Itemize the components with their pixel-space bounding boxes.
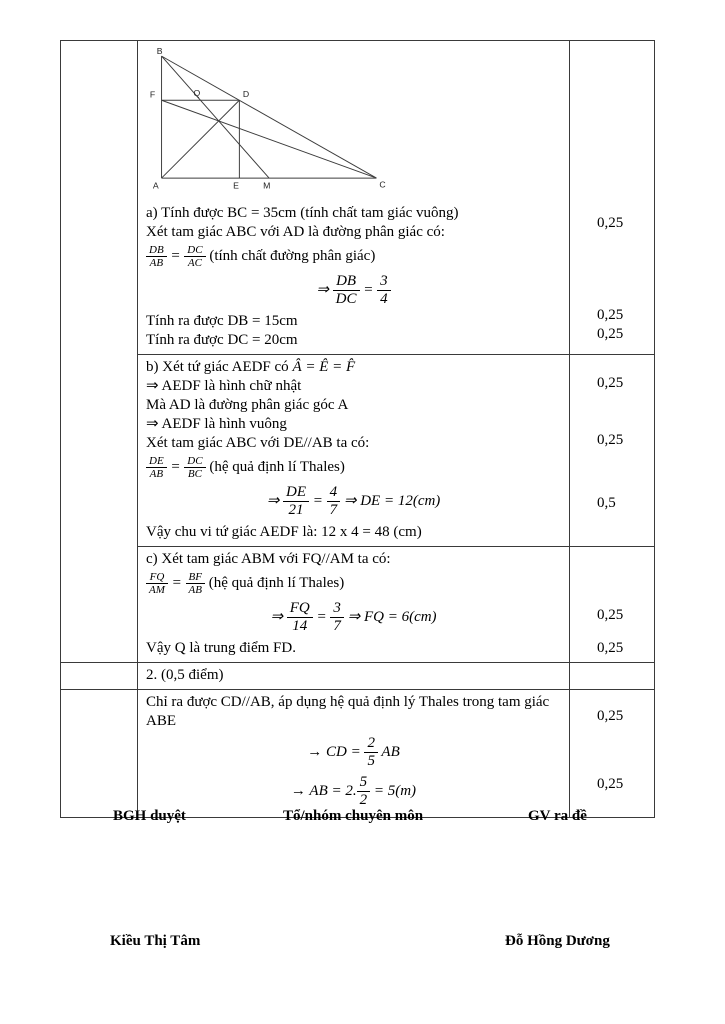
- formula-text: AB: [377, 743, 400, 760]
- score-value: 0,25: [597, 776, 624, 792]
- problem2-header-cell: [138, 663, 570, 690]
- formula-inline: [146, 571, 561, 596]
- solution-line: Vậy chu vi tứ giác AEDF là: 12 x 4 = 48 (cm): [146, 524, 422, 540]
- fraction: $\frac{DE}{AB}$: [146, 455, 167, 480]
- row-section-c: [61, 547, 655, 663]
- formula-display: [146, 735, 561, 770]
- left-empty-cell: [61, 690, 138, 818]
- score-value: 0,25: [597, 375, 624, 391]
- solution-line: Tính ra được DC = 20cm: [146, 332, 298, 348]
- score-value: 0,25: [597, 640, 624, 656]
- row-section-a: [61, 41, 655, 355]
- score-value: 0,25: [597, 326, 624, 342]
- formula-text: =: [166, 458, 185, 475]
- solution-line: Mà AD là đường phân giác góc A: [146, 397, 349, 413]
- formula-text: = 5(m): [370, 782, 417, 799]
- formula-text: (hệ quả định lí Thales): [204, 574, 345, 591]
- left-empty-cell: [61, 663, 138, 690]
- formula-text: =: [359, 281, 378, 298]
- score-value: 0,25: [597, 432, 624, 448]
- fraction: $\frac{BF}{AB}$: [186, 571, 205, 596]
- score-value: 0,25: [597, 607, 624, 623]
- solution-line: a) Tính được BC = 35cm (tính chất tam giác vuông): [146, 205, 459, 221]
- signer-name-left: Kiều Thị Tâm: [110, 933, 201, 949]
- signature-title-group: Tổ/nhóm chuyên môn: [283, 808, 424, 824]
- solution-line: Chỉ ra được CD//AB, áp dụng hệ quả định lý Thales trong tam giác ABE: [146, 694, 550, 729]
- score-value: 0,25: [597, 708, 624, 724]
- point-label-B: B: [156, 46, 163, 57]
- formula-text: (hệ quả định lí Thales): [205, 458, 345, 475]
- formula-inline: [146, 455, 561, 480]
- fraction: $\frac{DB}{DC}$: [333, 273, 360, 308]
- geometry-figure: [148, 46, 561, 200]
- solution-line: [146, 358, 561, 377]
- fraction: $\frac{4}{7}$: [327, 484, 341, 519]
- left-empty-cell: [61, 41, 138, 663]
- solution-line: ⇒ AEDF là hình vuông: [146, 416, 287, 432]
- section-a-cell: [138, 41, 570, 355]
- section-2-cell: [138, 690, 570, 818]
- point-label-D: D: [242, 88, 250, 99]
- fraction: $\frac{5}{2}$: [357, 774, 371, 809]
- fraction: $\frac{FQ}{14}$: [287, 600, 313, 635]
- solution-line: c) Xét tam giác ABM với FQ//AM ta có:: [146, 551, 391, 567]
- signature-title-bgh: BGH duyệt: [113, 808, 186, 824]
- formula-display: [146, 600, 561, 635]
- fraction: $\frac{DB}{AB}$: [146, 244, 167, 269]
- fraction: $\frac{3}{4}$: [377, 273, 391, 308]
- fraction: $\frac{FQ}{AM}$: [146, 571, 168, 596]
- score-cell-c: [570, 547, 655, 663]
- triangle-diagram: [148, 46, 390, 194]
- score-cell-empty: [570, 663, 655, 690]
- solution-line: Vậy Q là trung điểm FD.: [146, 640, 296, 656]
- row-section-2: [61, 690, 655, 818]
- row-section-b: [61, 355, 655, 547]
- segment-FC: [162, 100, 377, 178]
- point-label-F: F: [149, 89, 156, 100]
- point-label-A: A: [152, 180, 159, 191]
- formula-text: =: [312, 608, 331, 625]
- formula-display: [146, 484, 561, 519]
- formula-text: (tính chất đường phân giác): [205, 247, 376, 264]
- score-value: 0,25: [597, 307, 624, 323]
- segment-AD: [162, 100, 240, 178]
- point-label-E: E: [233, 180, 239, 191]
- fraction: $\frac{DC}{BC}$: [184, 455, 205, 480]
- solution-line: Tính ra được DB = 15cm: [146, 313, 298, 329]
- solution-line: ⇒ AEDF là hình chữ nhật: [146, 378, 302, 394]
- point-label-M: M: [263, 180, 271, 191]
- section-c-cell: [138, 547, 570, 663]
- point-label-Q: Q: [193, 87, 201, 98]
- solution-line: Xét tam giác ABC với AD là đường phân giác có:: [146, 224, 445, 240]
- score-cell-b: [570, 355, 655, 547]
- score-value: 0,5: [597, 495, 616, 511]
- fraction: $\frac{3}{7}$: [330, 600, 344, 635]
- formula-display: [146, 273, 561, 308]
- formula-text: ⇒: [266, 492, 284, 509]
- answer-table: [60, 40, 655, 818]
- fraction: $\frac{DC}{AC}$: [184, 244, 205, 269]
- formula-text: → CD =: [307, 743, 365, 760]
- formula-text: Â = Ê = F̂: [292, 359, 356, 375]
- formula-text: ⇒ DE = 12(cm): [340, 492, 441, 509]
- formula-text: ⇒: [270, 608, 287, 625]
- section-b-cell: [138, 355, 570, 547]
- point-label-C: C: [379, 179, 386, 190]
- row-problem2-header: [61, 663, 655, 690]
- figure-lines: [162, 56, 377, 178]
- score-cell-2: [570, 690, 655, 818]
- formula-text: =: [167, 574, 186, 591]
- formula-text: ⇒: [316, 281, 333, 298]
- formula-text: =: [166, 247, 185, 264]
- formula-display: [146, 774, 561, 809]
- signature-title-teacher: GV ra đề: [528, 808, 587, 824]
- formula-text: ⇒ FQ = 6(cm): [343, 608, 437, 625]
- formula-inline: [146, 244, 561, 269]
- formula-text: b) Xét tứ giác AEDF có: [146, 359, 293, 375]
- problem2-header: 2. (0,5 điểm): [146, 667, 224, 683]
- score-cell-a: [570, 41, 655, 355]
- segment-BC: [162, 56, 377, 178]
- signer-name-right: Đỗ Hồng Dương: [505, 933, 610, 949]
- formula-text: =: [309, 492, 327, 509]
- segment-BM: [162, 56, 270, 178]
- fraction: $\frac{2}{5}$: [364, 735, 378, 770]
- score-value: 0,25: [597, 215, 624, 231]
- solution-line: Xét tam giác ABC với DE//AB ta có:: [146, 435, 370, 451]
- fraction: $\frac{DE}{21}$: [283, 484, 309, 519]
- formula-text: → AB = 2.: [290, 782, 357, 799]
